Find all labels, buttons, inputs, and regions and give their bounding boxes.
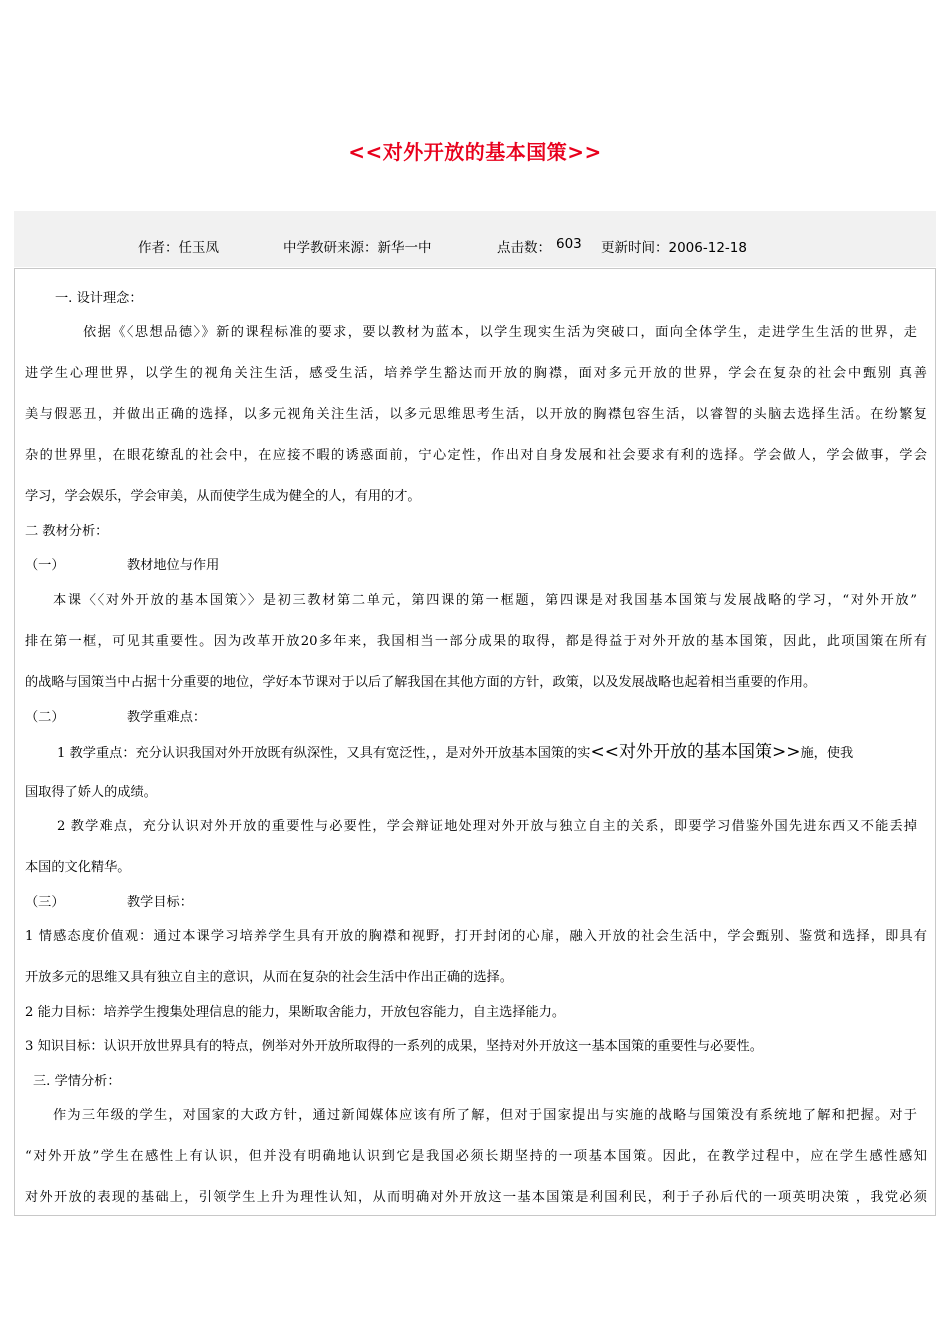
section-heading: 一. 设计理念： (55, 291, 143, 306)
text-run: 施，使我 (800, 746, 854, 761)
subsection-number: （三） (25, 895, 65, 910)
section-heading: 三. 学情分析： (33, 1074, 121, 1089)
author-label: 作者：任玉凤 (138, 240, 219, 256)
clicks-count: 603 (556, 236, 582, 252)
clicks-label: 点击数： (497, 240, 551, 256)
paragraph-line: 进学生心理世界，以学生的视角关注生活，感受生活，培养学生豁达而开放的胸襟，面对多元开放的世界，学会在复杂的社会中甄别 真善 (25, 366, 927, 381)
paragraph-line: 学习，学会娱乐，学会审美，从而使学生成为健全的人，有用的才。 (25, 489, 421, 504)
subsection-heading: 教学目标： (127, 895, 193, 910)
paragraph-line: 对外开放的表现的基础上，引领学生上升为理性认知，从而明确对外开放这一基本国策是利国利民，利于子孙后代的一项英明决策 ，我党必须 (25, 1190, 927, 1205)
paragraph-line: 的战略与国策当中占据十分重要的地位，学好本节课对于以后了解我国在其他方面的方针，政策，以及发展战略也起着相当重要的作用。 (25, 675, 817, 690)
page-title: <<对外开放的基本国策>> (348, 140, 602, 164)
paragraph-line: 3 知识目标：认识开放世界具有的特点，例举对外开放所取得的一系列的成果，坚持对外开放这一基本国策的重要性与必要性。 (25, 1039, 763, 1054)
paragraph-line: 杂的世界里，在眼花缭乱的社会中，在应接不暇的诱惑面前，宁心定性，作出对自身发展和社会要求有利的选择。学会做人，学会做事，学会 (25, 448, 927, 463)
paragraph-line: 开放多元的思维又具有独立自主的意识，从而在复杂的社会生活中作出正确的选择。 (25, 970, 513, 985)
paragraph-line: 国取得了娇人的成绩。 (25, 785, 157, 800)
paragraph-line: “对外开放”学生在感性上有认识，但并没有明确地认识到它是我国必须长期坚持的一项基本国策。因此，在教学过程中，应在学生感性感知 (25, 1149, 927, 1164)
update-time: 更新时间：2006-12-18 (601, 240, 747, 256)
paragraph-line: 2 教学难点，充分认识对外开放的重要性与必要性，学会辩证地处理对外开放与独立自主的关系，即要学习借鉴外国先进东西又不能丢掉 (57, 819, 917, 834)
inline-title: <<对外开放的基本国策>> (590, 742, 801, 762)
paragraph-line: 2 能力目标：培养学生搜集处理信息的能力，果断取舍能力，开放包容能力，自主选择能力。 (25, 1005, 566, 1020)
paragraph-line: 排在第一框，可见其重要性。因为改革开放20多年来，我国相当一部分成果的取得，都是得益于对外开放的基本国策，因此，此项国策在所有 (25, 634, 927, 649)
paragraph-line: 作为三年级的学生，对国家的大政方针，通过新闻媒体应该有所了解，但对于国家提出与实施的战略与国策没有系统地了解和把握。对于 (53, 1108, 917, 1123)
subsection-number: （一） (25, 558, 65, 573)
paragraph-line: 美与假恶丑，并做出正确的选择，以多元视角关注生活，以多元思维思考生活，以开放的胸襟包容生活，以睿智的头脑去选择生活。在纷繁复 (25, 407, 927, 422)
paragraph-line: 1 情感态度价值观：通过本课学习培养学生具有开放的胸襟和视野，打开封闭的心扉，融入开放的社会生活中，学会甄别、鉴赏和选择，即具有 (25, 929, 927, 944)
section-heading: 二 教材分析： (25, 524, 109, 539)
text-run: 1 教学重点：充分认识我国对外开放既有纵深性，又具有宽泛性，，是对外开放基本国策的实 (57, 746, 591, 761)
paragraph-line (57, 737, 927, 762)
paragraph-line: 依据《〈思想品德〉》新的课程标准的要求，要以教材为蓝本，以学生现实生活为突破口，面向全体学生，走进学生生活的世界，走 (83, 325, 917, 340)
subsection-heading: 教学重难点： (127, 710, 207, 725)
subsection-number: （二） (25, 710, 65, 725)
subsection-heading: 教材地位与作用 (127, 558, 220, 573)
paragraph-line: 本国的文化精华。 (25, 860, 131, 875)
article-body (14, 268, 936, 1216)
source-label: 中学教研来源：新华一中 (283, 240, 432, 256)
paragraph-line: 本课〈〈对外开放的基本国策〉〉是初三教材第二单元，第四课的第一框题，第四课是对我国基本国策与发展战略的学习，“对外开放” (53, 593, 917, 608)
